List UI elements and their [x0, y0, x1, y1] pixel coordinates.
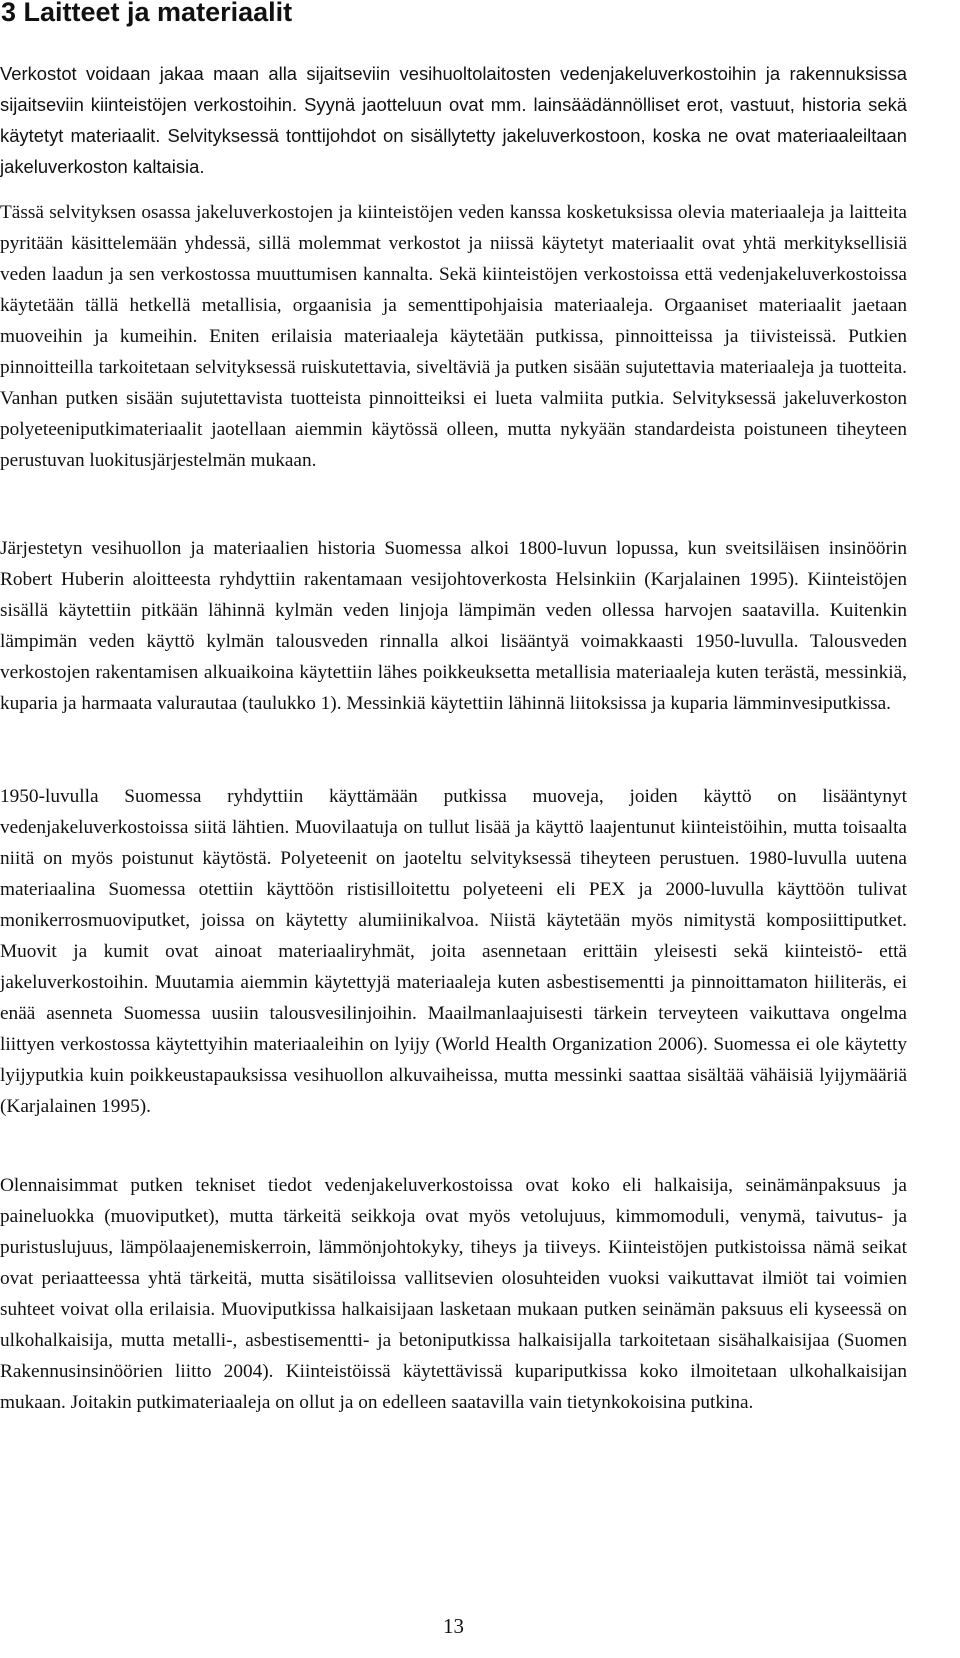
paragraph-network-division: Verkostot voidaan jakaa maan alla sijaitseviin vesihuoltolaitosten vedenjakeluverkostoihin ja rakennuksissa sijaitseviin kiinteistöjen verkostoihin. Syynä jaotteluun ovat mm. lainsäädännölliset erot, vastuut, historia sekä käytetyt materiaalit. Selvityksessä tonttijohdot on sisällytetty jakeluverkostoon, koska ne ovat materiaaleiltaan jakeluverkoston kaltaisia.	[0, 63, 907, 177]
section-heading: 3 Laitteet ja materiaalit	[1, 0, 293, 27]
paragraph-history: Järjestetyn vesihuollon ja materiaalien historia Suomessa alkoi 1800-luvun lopussa, kun sveitsiläisen insinöörin Robert Huberin aloitteesta ryhdyttiin rakentamaan vesijohtoverkosta Helsinkiin (Karjalainen 1995). Kiinteistöjen sisällä käytettiin pitkään lähinnä kylmän veden linjoja lämpimän veden ollessa harvojen saatavilla. Kuitenkin lämpimän veden käyttö kylmän talousveden rinnalla alkoi lisääntyä voimakkaasti 1950-luvulla. Talousveden verkostojen rakentamisen alkuaikoina käytettiin lähes poikkeuksetta metallisia materiaaleja kuten terästä, messinkiä, kuparia ja harmaata valurautaa (taulukko 1). Messinkiä käytettiin lähinnä liitoksissa ja kuparia lämminvesiputkissa.	[0, 538, 907, 714]
page-number: 13	[443, 1614, 464, 1638]
paragraph-materials-overview: Tässä selvityksen osassa jakeluverkostojen ja kiinteistöjen veden kanssa kosketuksissa olevia materiaaleja ja laitteita pyritään käsittelemään yhdessä, sillä molemmat verkostot ja niissä käytetyt materiaalit ovat yhtä merkityksellisiä veden laadun ja sen verkostossa muuttumisen kannalta. Sekä kiinteistöjen verkostoissa että vedenjakeluverkostoissa käytetään tällä hetkellä metallisia, orgaanisia ja sementtipohjaisia materiaaleja. Orgaaniset materiaalit jaetaan muoveihin ja kumeihin. Eniten erilaisia materiaaleja käytetään putkissa, pinnoitteissa ja tiivisteissä. Putkien pinnoitteilla tarkoitetaan selvityksessä ruiskutettavia, siveltäviä ja putken sisään sujutettavia materiaaleja ja tuotteita. Vanhan putken sisään sujutettavista tuotteista pinnoitteiksi ei lueta valmiita putkia. Selvityksessä jakeluverkoston polyeteeniputkimateriaalit jaotellaan aiemmin käytössä olleen, mutta nykyään standardeista poistuneen tiheyteen perustuvan luokitusjärjestelmän mukaan.	[0, 202, 907, 471]
paragraph-technical-data: Olennaisimmat putken tekniset tiedot vedenjakeluverkostoissa ovat koko eli halkaisija, seinämänpaksuus ja paineluokka (muoviputket), mutta tärkeitä seikkoja ovat myös vetolujuus, kimmomoduli, venymä, taivutus- ja puristuslujuus, lämpölaajenemiskerroin, lämmönjohtokyky, tiheys ja tiiveys. Kiinteistöjen putkistoissa nämä seikat ovat periaatteessa yhtä tärkeitä, mutta sisätiloissa vallitsevien olosuhteiden vuoksi vaikuttavat ilmiöt tai voimien suhteet voivat olla erilaisia. Muoviputkissa halkaisijaan lasketaan mukaan putken seinämän paksuus eli kyseessä on ulkohalkaisija, mutta metalli-, asbestisementti- ja betoniputkissa halkaisijalla tarkoitetaan sisähalkaisijaa (Suomen Rakennusinsinöörien liitto 2004). Kiinteistöissä käytettävissä kupariputkissa koko ilmoitetaan ulkohalkaisijan mukaan. Joitakin putkimateriaaleja on ollut ja on edelleen saatavilla vain tietynkokoisina putkina.	[0, 1175, 907, 1413]
paragraph-plastics: 1950-luvulla Suomessa ryhdyttiin käyttämään putkissa muoveja, joiden käyttö on lisääntynyt vedenjakeluverkostoissa siitä lähtien. Muovilaatuja on tullut lisää ja käyttö laajentunut kiinteistöihin, mutta toisaalta niitä on myös poistunut käytöstä. Polyeteenit on jaoteltu selvityksessä tiheyteen perustuen. 1980-luvulla uutena materiaalina Suomessa otettiin käyttöön ristisilloitettu polyeteeni eli PEX ja 2000-luvulla käyttöön tulivat monikerrosmuoviputket, joissa on käytetty alumiinikalvoa. Niistä käytetään myös nimitystä komposiittiputket. Muovit ja kumit ovat ainoat materiaaliryhmät, joita asennetaan erittäin yleisesti sekä kiinteistö- että jakeluverkostoihin. Muutamia aiemmin käytettyjä materiaaleja kuten asbestisementti ja pinnoittamaton hiiliteräs, ei enää asenneta Suomessa uusiin talousvesilinjoihin. Maailmanlaajuisesti tärkein terveyteen vaikuttava ongelma liittyen verkostossa käytettyihin materiaaleihin on lyijy (World Health Organization 2006). Suomessa ei ole käytetty lyijyputkia kuin poikkeustapauksissa vesihuollon alkuvaiheissa, mutta messinki saattaa sisältää vähäisiä lyijymääriä (Karjalainen 1995).	[0, 786, 907, 1117]
